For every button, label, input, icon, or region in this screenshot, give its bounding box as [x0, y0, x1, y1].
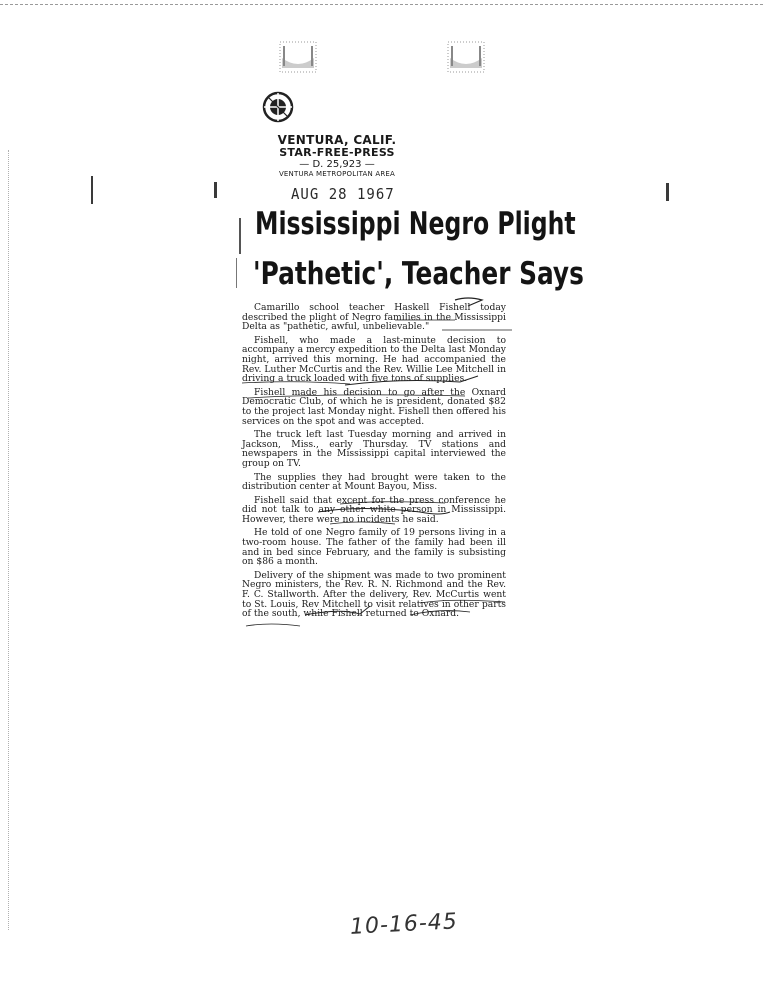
article-paragraph: Fishell, who made a last-minute decision to accompany a mercy expedition to the Delta last Monday night, arrived this morning. He had accompanied the Rev. Luther McCurtis and the Rev. Willie Lee Mitchell in driving a truck loaded with five tons of supplies.	[242, 334, 506, 385]
masthead-city: VENTURA, CALIF.	[277, 133, 397, 147]
headline-line-2: 'Pathetic', Teacher Says	[253, 256, 584, 292]
date-stamp: AUG 28 1967	[291, 186, 395, 204]
masthead-paper: STAR-FREE-PRESS	[279, 146, 395, 160]
masthead-area: VENTURA METROPOLITAN AREA	[278, 170, 396, 179]
scan-mark	[236, 258, 237, 288]
punch-hole-right	[446, 40, 486, 74]
masthead-circulation: — D. 25,923 —	[299, 159, 375, 171]
article-paragraph: Delivery of the shipment was made to two prominent Negro ministers, the Rev. R. N. Richmond and the Rev. F. C. Stallworth. After the delivery, Rev. McCurtis went to St. Louis, Rev Mitchell to visit relatives in other parts of the south, while Fishell returned to Oxnard.	[242, 569, 506, 620]
article-paragraph: He told of one Negro family of 19 persons living in a two-room house. The father of the family had been ill and in bed since February, and the family is subsisting on $86 a month.	[242, 527, 506, 568]
article-paragraph: Camarillo school teacher Haskell Fishell today described the plight of Negro families in the Mississippi Delta as "pathetic, awful, unbelievable."	[242, 302, 506, 333]
article-paragraph: Fishell made his decision to go after the Oxnard Democratic Club, of which he is president, donated $82 to the project last Monday night. Fishell then offered his services on the spot and was accepted.	[242, 386, 506, 427]
scan-mark	[91, 176, 93, 204]
scan-mark	[239, 218, 241, 254]
handwritten-note: 10-16-45	[349, 909, 459, 940]
scan-mark	[666, 183, 669, 201]
clipping-service-logo-icon	[260, 90, 296, 124]
headline-line-1: Mississippi Negro Plight	[255, 206, 576, 242]
article-paragraph: Fishell said that except for the press conference he did not talk to any other white person in Mississippi. However, there were no incidents he said.	[242, 494, 506, 525]
scan-edge-left	[8, 150, 9, 930]
scan-edge	[0, 4, 763, 5]
punch-hole-left	[278, 40, 318, 74]
article-paragraph: The truck left last Tuesday morning and arrived in Jackson, Miss., early Thursday. TV stations and newspapers in the Mississippi capital interviewed the group on TV.	[242, 429, 506, 469]
article-paragraph: The supplies they had brought were taken to the distribution center at Mount Bayou, Miss.	[242, 471, 506, 493]
newspaper-masthead	[272, 134, 402, 179]
scan-mark	[214, 182, 217, 198]
article-body	[242, 303, 506, 623]
